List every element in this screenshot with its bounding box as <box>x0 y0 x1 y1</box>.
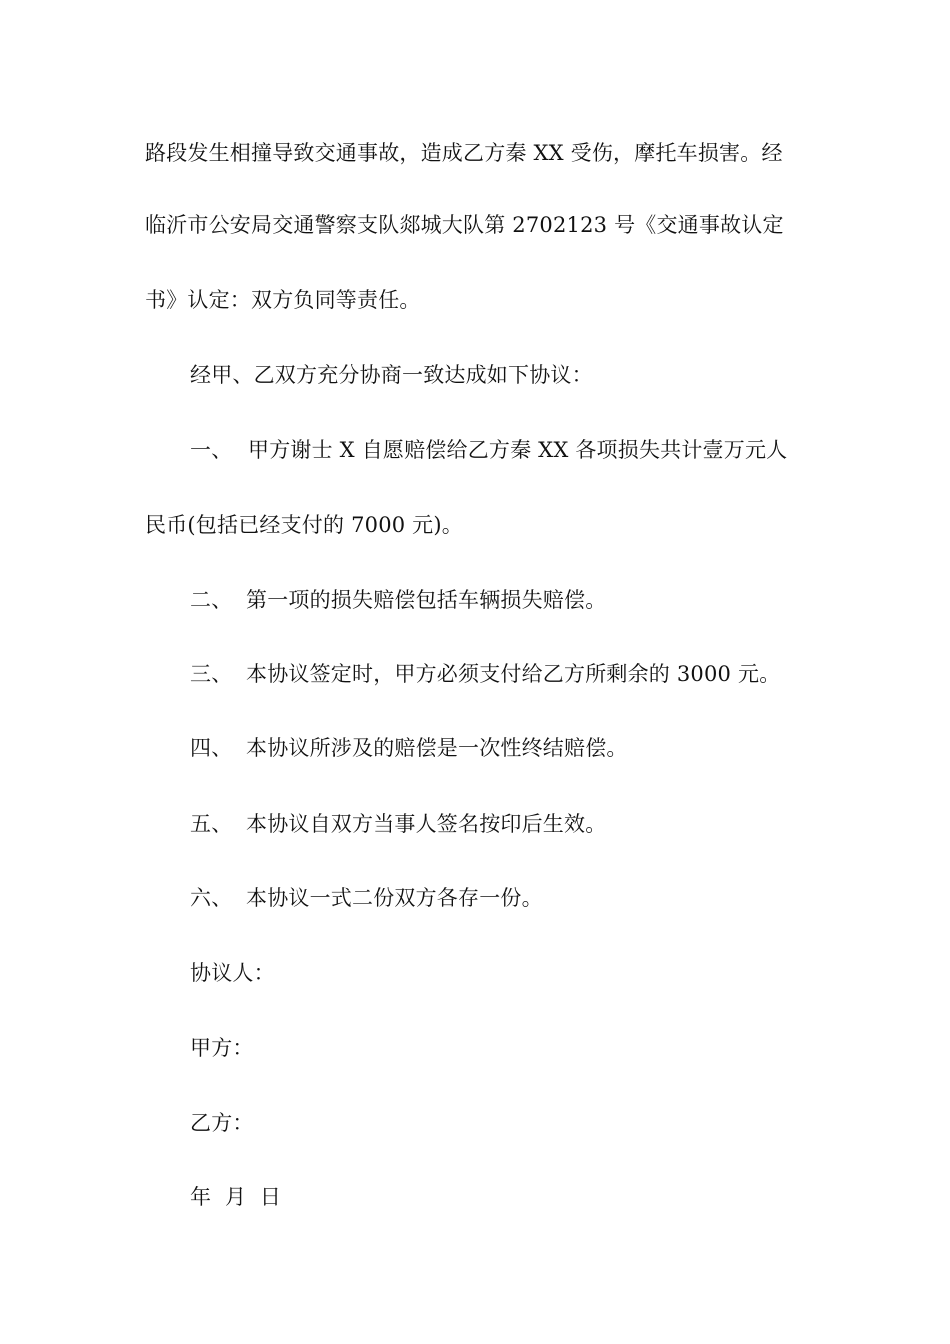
clause-5 <box>190 809 855 839</box>
paragraph-line: 书》认定：双方负同等责任。 <box>145 288 421 312</box>
clause-number: 四、 <box>190 736 233 760</box>
clause-text: 本协议所涉及的赔偿是一次性终结赔偿。 <box>246 736 628 760</box>
clause-number: 二、 <box>190 588 233 612</box>
paragraph-line: 临沂市公安局交通警察支队郯城大队第 2702123 号《交通事故认定 <box>145 213 784 237</box>
clause-2 <box>190 585 855 615</box>
clause-number: 三、 <box>190 662 233 686</box>
clause-number: 六、 <box>190 886 233 910</box>
parties-label: 协议人： <box>190 961 275 985</box>
party-b-label: 乙方： <box>190 1111 254 1135</box>
clause-text: 本协议自双方当事人签名按印后生效。 <box>246 812 607 836</box>
clause-text: 第一项的损失赔偿包括车辆损失赔偿。 <box>246 588 607 612</box>
clause-text: 本协议签定时，甲方必须支付给乙方所剩余的 3000 元。 <box>246 662 781 686</box>
clause-4 <box>190 733 855 763</box>
paragraph-line: 路段发生相撞导致交通事故，造成乙方秦 XX 受伤，摩托车损害。经 <box>145 141 783 165</box>
clause-number: 一、 <box>190 438 233 462</box>
clause-3 <box>190 659 855 689</box>
clause-number: 五、 <box>190 812 233 836</box>
agreement-intro: 经甲、乙双方充分协商一致达成如下协议： <box>190 363 593 387</box>
clause-text: 本协议一式二份双方各存一份。 <box>246 886 543 910</box>
clause-1 <box>190 435 855 465</box>
clause-6 <box>190 883 855 913</box>
date-line: 年 月 日 <box>190 1185 282 1209</box>
clause-text: 甲方谢士 X 自愿赔偿给乙方秦 XX 各项损失共计壹万元人 <box>248 438 788 462</box>
party-a-label: 甲方： <box>190 1036 254 1060</box>
clause-1-continuation: 民币(包括已经支付的 7000 元)。 <box>145 513 463 537</box>
